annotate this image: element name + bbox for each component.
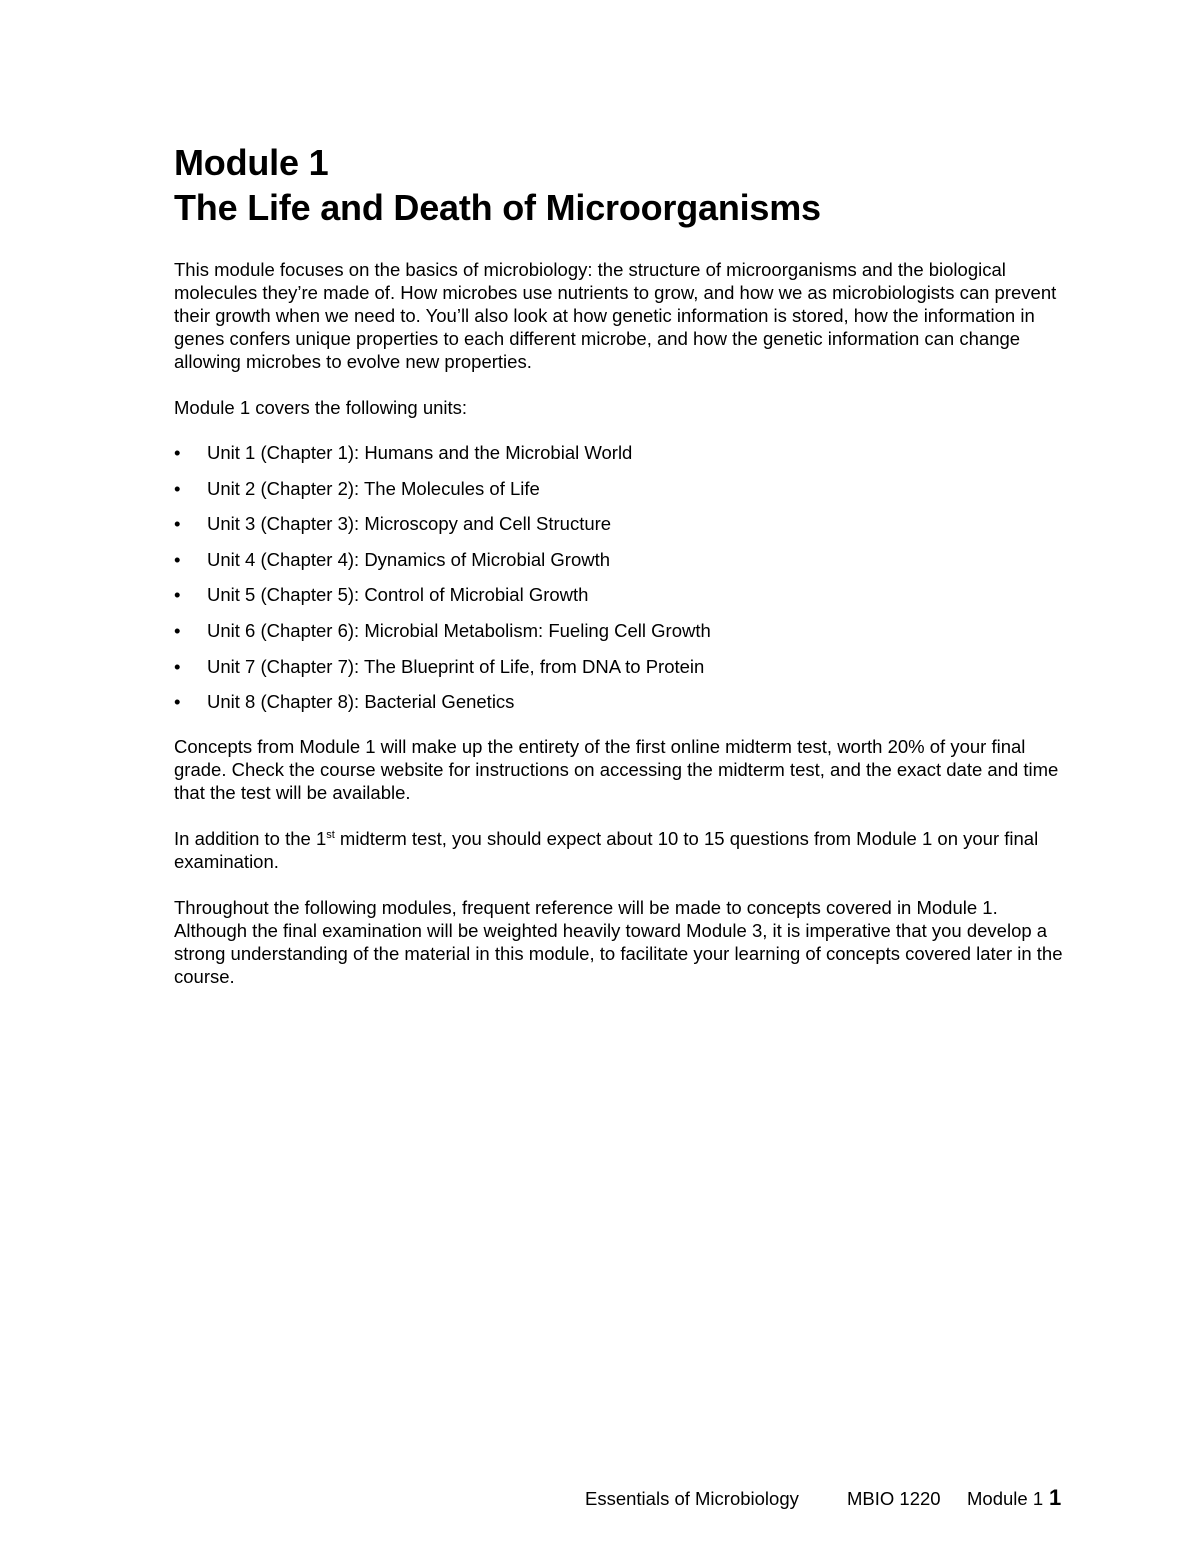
final-exam-text-end: midterm test, you should expect about 10 to 15 questions from Module 1 on your final examination. <box>174 828 1039 873</box>
unit-label: Unit 7 (Chapter 7): The Blueprint of Life, from DNA to Protein <box>207 655 705 677</box>
footer-page-number: 1 <box>1049 1485 1062 1510</box>
unit-label: Unit 1 (Chapter 1): Humans and the Microbial World <box>207 442 633 463</box>
bullet-icon: • <box>174 442 181 463</box>
bullet-icon: • <box>174 584 181 606</box>
intro-paragraph: This module focuses on the basics of microbiology: the structure of microorganisms and the biological molecules they’re made of. How microbes use nutrients to grow, and how we as microbiologists can prevent their growth when we need to. You’ll also look at how genetic information is stored, how the information in genes confers unique properties to each different microbe, and how the genetic information can change allowing microbes to evolve new properties. <box>174 259 1057 372</box>
unit-label: Unit 5 (Chapter 5): Control of Microbial Growth <box>207 584 589 606</box>
unit-label: Unit 4 (Chapter 4): Dynamics of Microbial Growth <box>207 548 611 570</box>
units-list <box>174 441 1074 713</box>
ordinal-suffix: st <box>326 829 335 841</box>
throughout-paragraph: Throughout the following modules, frequent reference will be made to concepts covered in Module 1. Although the final examination will be weighted heavily toward Module 3, it is imperative that you develop a strong understanding of the material in this module, to facilitate your learning of concepts covered later in the course. <box>174 897 1063 988</box>
unit-label: Unit 2 (Chapter 2): The Molecules of Life <box>207 477 540 499</box>
unit-list-item <box>174 512 1074 535</box>
footer-course-code: MBIO 1220 <box>847 1488 941 1509</box>
bullet-icon: • <box>174 655 181 677</box>
midterm-paragraph: Concepts from Module 1 will make up the entirety of the first online midterm test, worth 20% of your final grade. Check the course website for instructions on accessing the midterm test, and the exact date and time that the test will be available. <box>174 736 1059 804</box>
unit-label: Unit 6 (Chapter 6): Microbial Metabolism: Fueling Cell Growth <box>207 619 711 641</box>
footer-module: Module 1 <box>967 1488 1044 1509</box>
bullet-icon: • <box>174 691 181 713</box>
final-exam-paragraph <box>174 827 1074 873</box>
bullet-icon: • <box>174 477 181 499</box>
unit-list-item <box>174 690 1074 713</box>
unit-list-item <box>174 548 1074 571</box>
unit-list-item <box>174 583 1074 606</box>
footer-course-name: Essentials of Microbiology <box>585 1488 799 1509</box>
page-footer <box>585 1486 1061 1511</box>
page-content <box>174 140 1074 988</box>
final-exam-text-start: In addition to the 1 <box>174 828 327 850</box>
bullet-icon: • <box>174 619 181 641</box>
bullet-icon: • <box>174 548 181 570</box>
module-title-heading: The Life and Death of Microorganisms <box>174 187 821 228</box>
unit-list-item <box>174 441 1074 464</box>
module-number-heading: Module 1 <box>174 142 329 183</box>
bullet-icon: • <box>174 513 181 535</box>
unit-label: Unit 8 (Chapter 8): Bacterial Genetics <box>207 691 515 713</box>
units-intro-text: Module 1 covers the following units: <box>174 397 468 418</box>
unit-list-item <box>174 477 1074 500</box>
unit-label: Unit 3 (Chapter 3): Microscopy and Cell Structure <box>207 513 612 535</box>
unit-list-item <box>174 655 1074 678</box>
unit-list-item <box>174 619 1074 642</box>
